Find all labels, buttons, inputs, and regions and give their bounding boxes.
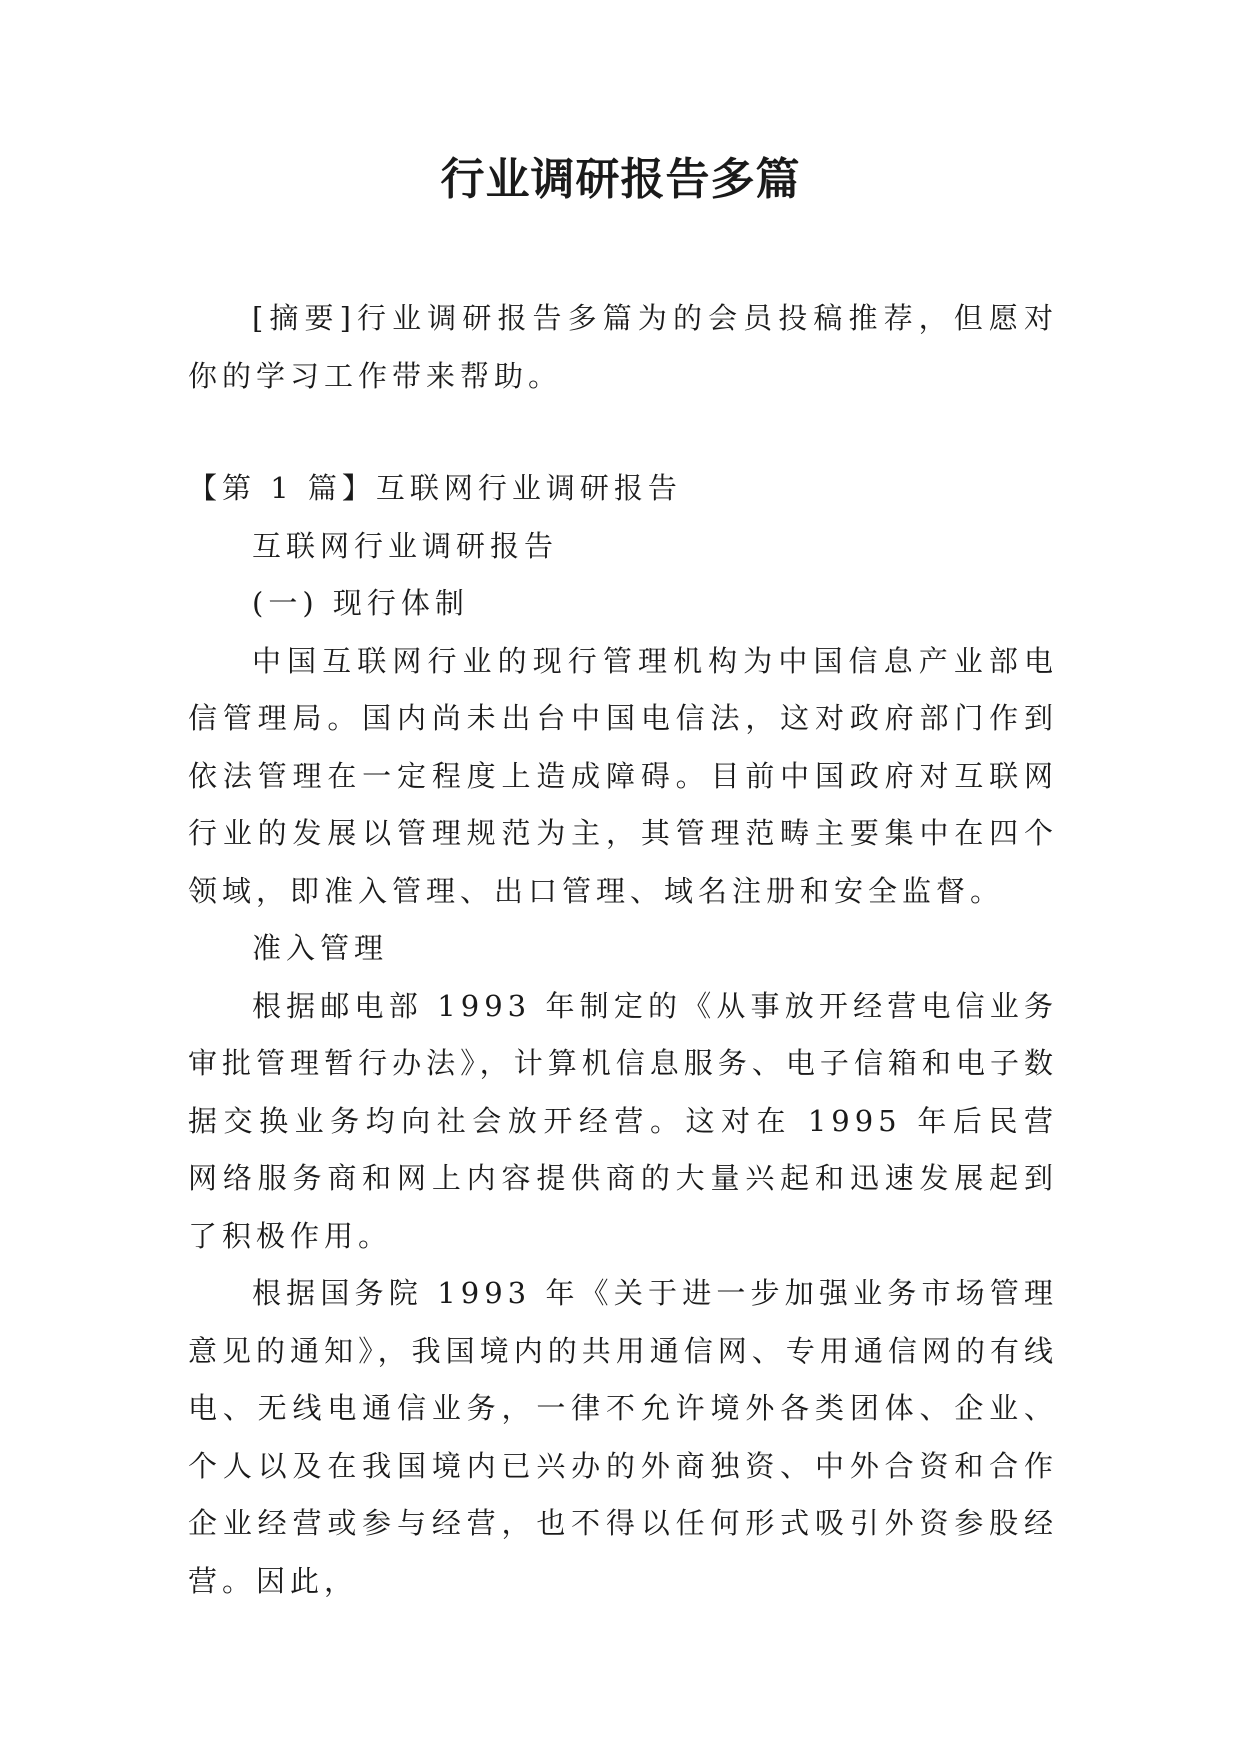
subtitle-paragraph: 互联网行业调研报告 (252, 528, 559, 563)
abstract-paragraph: [摘要]行业调研报告多篇为的会员投稿推荐，但愿对你的学习工作带来帮助。 (188, 301, 1058, 393)
body-paragraph: 中国互联网行业的现行管理机构为中国信息产业部电信管理局。国内尚未出台中国电信法，这对政府部门作到依法管理在一定程度上造成障碍。目前中国政府对互联网行业的发展以管理规范为主，其管理范畴主要集中在四个领域，即准入管理、出口管理、域名注册和安全监督。 (188, 643, 1058, 908)
section-heading: 【第 1 篇】互联网行业调研报告 (188, 471, 682, 505)
subsection-heading: (一) 现行体制 (252, 586, 469, 620)
document-body (188, 290, 1058, 1610)
subsection-heading: 准入管理 (252, 931, 389, 965)
document-title: 行业调研报告多篇 (440, 154, 801, 205)
body-paragraph: 根据国务院 1993 年《关于进一步加强业务市场管理意见的通知》，我国境内的共用通信网、专用通信网的有线电、无线电通信业务，一律不允许境外各类团体、企业、个人以及在我国境内已兴办的外商独资、中外合资和合作企业经营或参与经营，也不得以任何形式吸引外资参股经营。因此， (188, 1276, 1058, 1598)
body-paragraph: 根据邮电部 1993 年制定的《从事放开经营电信业务审批管理暂行办法》，计算机信息服务、电子信箱和电子数据交换业务均向社会放开经营。这对在 1995 年后民营网络服务商和网上内容提供商的大量兴起和迅速发展起到了积极作用。 (188, 988, 1058, 1253)
